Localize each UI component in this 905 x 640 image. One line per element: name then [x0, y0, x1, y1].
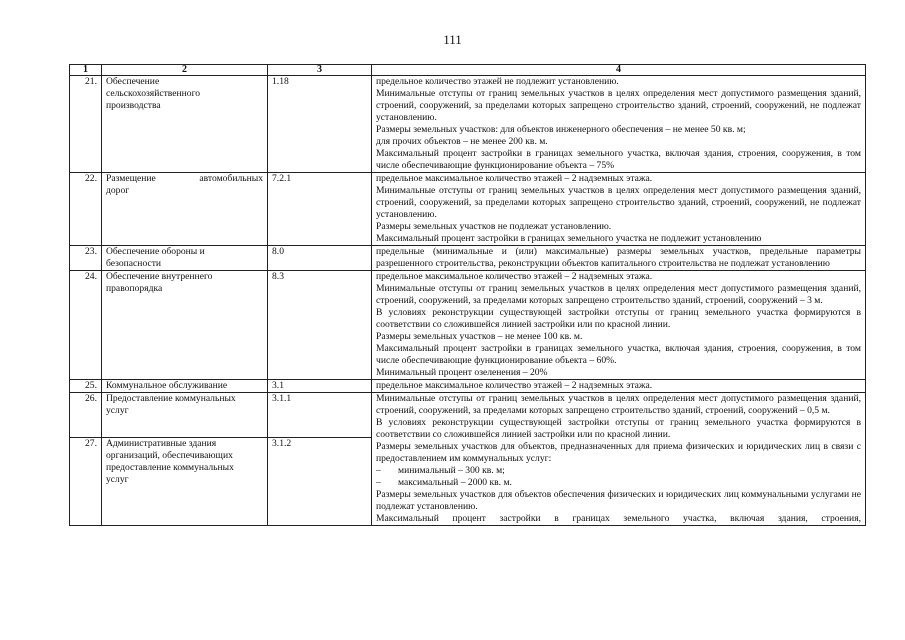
row-code: 8.0	[268, 246, 372, 271]
row-text	[372, 173, 866, 246]
text-paragraph: Размеры земельных участков для объектов, предназначенных для приема физических и юридических лиц в связи с предоставлением им коммунальных услуг:	[376, 441, 861, 464]
list-item-text: максимальный – 2000 кв. м.	[398, 477, 512, 488]
text-paragraph: Минимальные отступы от границ земельных участков в целях определения мест допустимого размещения зданий, строений, сооружений, за пределами которых запрещено строительство зданий, строений, сооружений – 3 м.	[376, 283, 861, 306]
row-code: 7.2.1	[268, 173, 372, 246]
text-paragraph: Размеры земельных участков: для объектов инженерного обеспечения – не менее 50 кв. м;	[376, 124, 746, 135]
text-paragraph: предельное максимальное количество этажей – 2 надземных этажа.	[376, 173, 653, 184]
row-name	[102, 393, 268, 438]
text-paragraph: Размеры земельных участков – не менее 100 кв. м.	[376, 331, 583, 342]
text-paragraph: Максимальный процент застройки в границах земельного участка, включая здания, строения, сооружения, в том числе обеспечивающие функционирование объекта – 60%.	[376, 343, 861, 366]
row-name	[102, 76, 268, 173]
row-name	[102, 246, 268, 271]
row-name-line: Обеспечение	[106, 76, 160, 87]
row-name	[102, 380, 268, 393]
column-header-3: 3	[268, 65, 372, 76]
row-name-line: Обеспечение внутреннего	[106, 271, 213, 282]
table-row	[70, 393, 866, 438]
row-name-line: Коммунальное обслуживание	[106, 380, 228, 391]
row-name	[102, 173, 268, 246]
table-row	[70, 246, 866, 271]
row-number: 22.	[70, 173, 102, 246]
text-paragraph: предельное максимальное количество этажей – 2 надземных этажа.	[376, 380, 653, 391]
list-item-text: минимальный – 300 кв. м;	[398, 465, 505, 476]
column-header-4: 4	[372, 65, 866, 76]
text-paragraph: Минимальные отступы от границ земельных участков в целях определения мест допустимого размещения зданий, строений, сооружений, за пределами которых запрещено строительство зданий, строений, сооружений, не подлежат установлению.	[376, 185, 861, 220]
row-name	[102, 271, 268, 380]
row-name-line: услуг	[106, 405, 129, 416]
row-number: 23.	[70, 246, 102, 271]
list-item	[376, 477, 861, 489]
row-number: 26.	[70, 393, 102, 438]
row-text	[372, 271, 866, 380]
row-name-line: производства	[106, 100, 161, 111]
table-row	[70, 76, 866, 173]
list-dash: –	[376, 465, 381, 476]
row-code: 3.1.1	[268, 393, 372, 438]
text-paragraph: предельное количество этажей не подлежит установлению.	[376, 76, 619, 87]
row-code: 8.3	[268, 271, 372, 380]
row-code: 3.1.2	[268, 437, 372, 525]
row-name-line: правопорядка	[106, 283, 163, 294]
row-name-line: Предоставление коммунальных	[106, 393, 236, 404]
row-number: 25.	[70, 380, 102, 393]
row-number: 24.	[70, 271, 102, 380]
text-paragraph: для прочих объектов – не менее 200 кв. м.	[376, 136, 548, 147]
text-paragraph: Размеры земельных участков для объектов обеспечения физических и юридических лиц коммунальными услугами не подлежат установлению.	[376, 489, 861, 512]
text-paragraph: В условиях реконструкции существующей застройки отступы от границ земельного участка формируются в соответствии со сложившейся линией застройки или по красной линии.	[376, 417, 861, 440]
list-item	[376, 465, 861, 477]
text-paragraph: Размеры земельных участков не подлежат установлению.	[376, 221, 612, 232]
column-header-2: 2	[102, 65, 268, 76]
row-name-line: организаций, обеспечивающих	[106, 449, 233, 461]
row-number: 21.	[70, 76, 102, 173]
row-text-shared	[372, 393, 866, 526]
regulations-table	[69, 64, 866, 526]
text-paragraph: В условиях реконструкции существующей застройки отступы от границ земельного участка формируются в соответствии со сложившейся линией застройки или по красной линии.	[376, 307, 861, 330]
row-code: 1.18	[268, 76, 372, 173]
column-header-1: 1	[70, 65, 102, 76]
text-paragraph: предельные (минимальные и (или) максимальные) размеры земельных участков, предельные параметры разрешенного строительства, реконструкции объектов капитального строительства не подлежат установлению	[376, 246, 861, 269]
row-name-line: сельскохозяйственного	[106, 88, 201, 99]
table-row	[70, 380, 866, 393]
row-name-line: безопасности	[106, 258, 162, 269]
row-name-line: Административные здания	[106, 437, 217, 449]
text-paragraph: Максимальный процент застройки в границах земельного участка, включая здания, строения,	[376, 513, 861, 524]
row-name	[102, 437, 268, 525]
row-text	[372, 246, 866, 271]
text-paragraph: Максимальный процент застройки в границах земельного участка, включая здания, строения, сооружения, в том числе обеспечивающие функционирование объекта – 75%	[376, 148, 861, 171]
table-row	[70, 271, 866, 380]
table-row	[70, 173, 866, 246]
list-dash: –	[376, 477, 381, 488]
text-paragraph: Минимальный процент озеленения – 20%	[376, 367, 548, 378]
text-paragraph: предельное максимальное количество этажей – 2 надземных этажа.	[376, 271, 653, 282]
row-text	[372, 76, 866, 173]
row-name-line: Размещение автомобильных	[106, 173, 263, 184]
page-number: 111	[443, 32, 462, 47]
row-text	[372, 380, 866, 393]
row-number: 27.	[70, 437, 102, 525]
row-name-line: Обеспечение обороны и	[106, 246, 205, 257]
row-name-line: услуг	[106, 473, 129, 485]
table-header-row	[70, 65, 866, 76]
text-paragraph: Максимальный процент застройки в границах земельного участка не подлежит установлению	[376, 233, 762, 244]
text-paragraph: Минимальные отступы от границ земельных участков в целях определения мест допустимого размещения зданий, строений, сооружений, за пределами которых запрещено строительство зданий, строений, сооружений – 0,5 м.	[376, 393, 861, 416]
row-code: 3.1	[268, 380, 372, 393]
row-name-line: предоставление коммунальных	[106, 461, 234, 473]
row-name-line: дорог	[106, 185, 130, 196]
text-paragraph: Минимальные отступы от границ земельных участков в целях определения мест допустимого размещения зданий, строений, сооружений, за пределами которых запрещено строительство зданий, строений, сооружений, не подлежат установлению.	[376, 88, 861, 123]
